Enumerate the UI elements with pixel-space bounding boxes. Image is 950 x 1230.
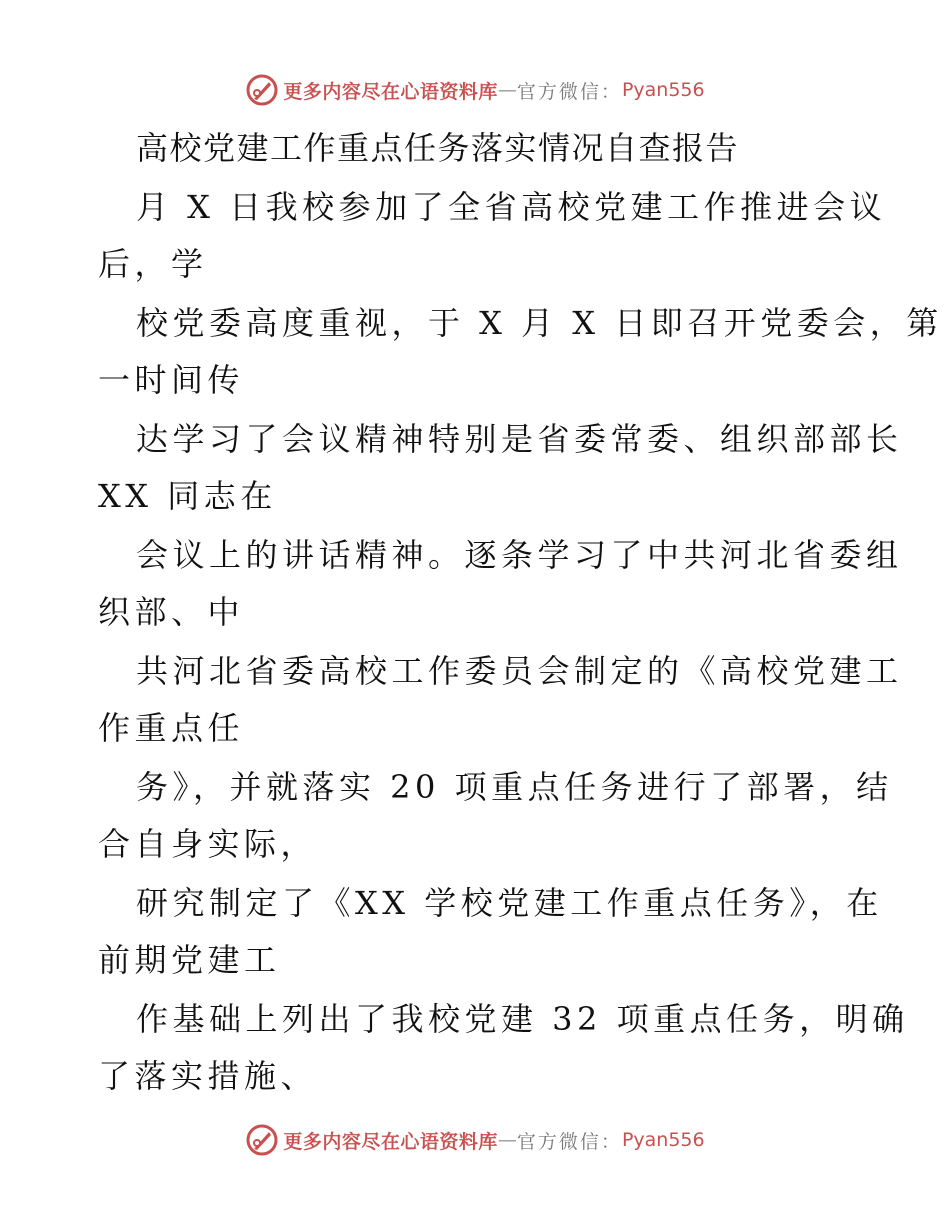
watermark-main-text: 更多内容尽在心语资料库 [283,80,498,103]
paragraph-line: 后，学 [98,245,208,283]
paragraph-line: 校党委高度重视，于 X 月 X 日即召开党委会，第 [136,304,943,342]
paragraph-line: 会议上的讲话精神。逐条学习了中共河北省委组 [136,536,903,574]
header-watermark [0,70,950,110]
watermark-sub-text: 官方微信： [516,80,622,103]
quill-logo-icon [245,73,279,107]
document-title: 高校党建工作重点任务落实情况自查报告 [136,129,740,167]
paragraph-line: 前期党建工 [98,941,281,979]
watermark-sub-text: 官方微信： [516,1130,622,1153]
watermark-dash: — [497,1129,517,1151]
paragraph-line: 月 X 日我校参加了全省高校党建工作推进会议 [136,188,887,226]
paragraph-line: XX 同志在 [98,477,277,515]
watermark-wechat-id: Pyan556 [621,79,705,101]
paragraph-line: 作基础上列出了我校党建 32 项重点任务，明确 [136,1000,909,1038]
quill-logo-icon [245,1123,279,1157]
footer-watermark [0,1120,950,1160]
watermark-main-text: 更多内容尽在心语资料库 [283,1130,498,1153]
paragraph-line: 达学习了会议精神特别是省委常委、组织部部长 [136,420,903,458]
paragraph-line: 合自身实际， [98,825,318,863]
paragraph-line: 作重点任 [98,709,245,747]
paragraph-line: 织部、中 [98,593,245,631]
paragraph-line: 务》，并就落实 20 项重点任务进行了部署，结 [136,768,893,806]
paragraph-line: 一时间传 [98,361,245,399]
watermark-dash: — [497,79,517,101]
watermark-wechat-id: Pyan556 [621,1129,705,1151]
paragraph-line: 了落实措施、 [98,1057,318,1095]
paragraph-line: 研究制定了《XX 学校党建工作重点任务》，在 [136,884,883,922]
paragraph-line: 共河北省委高校工作委员会制定的《高校党建工 [136,652,903,690]
